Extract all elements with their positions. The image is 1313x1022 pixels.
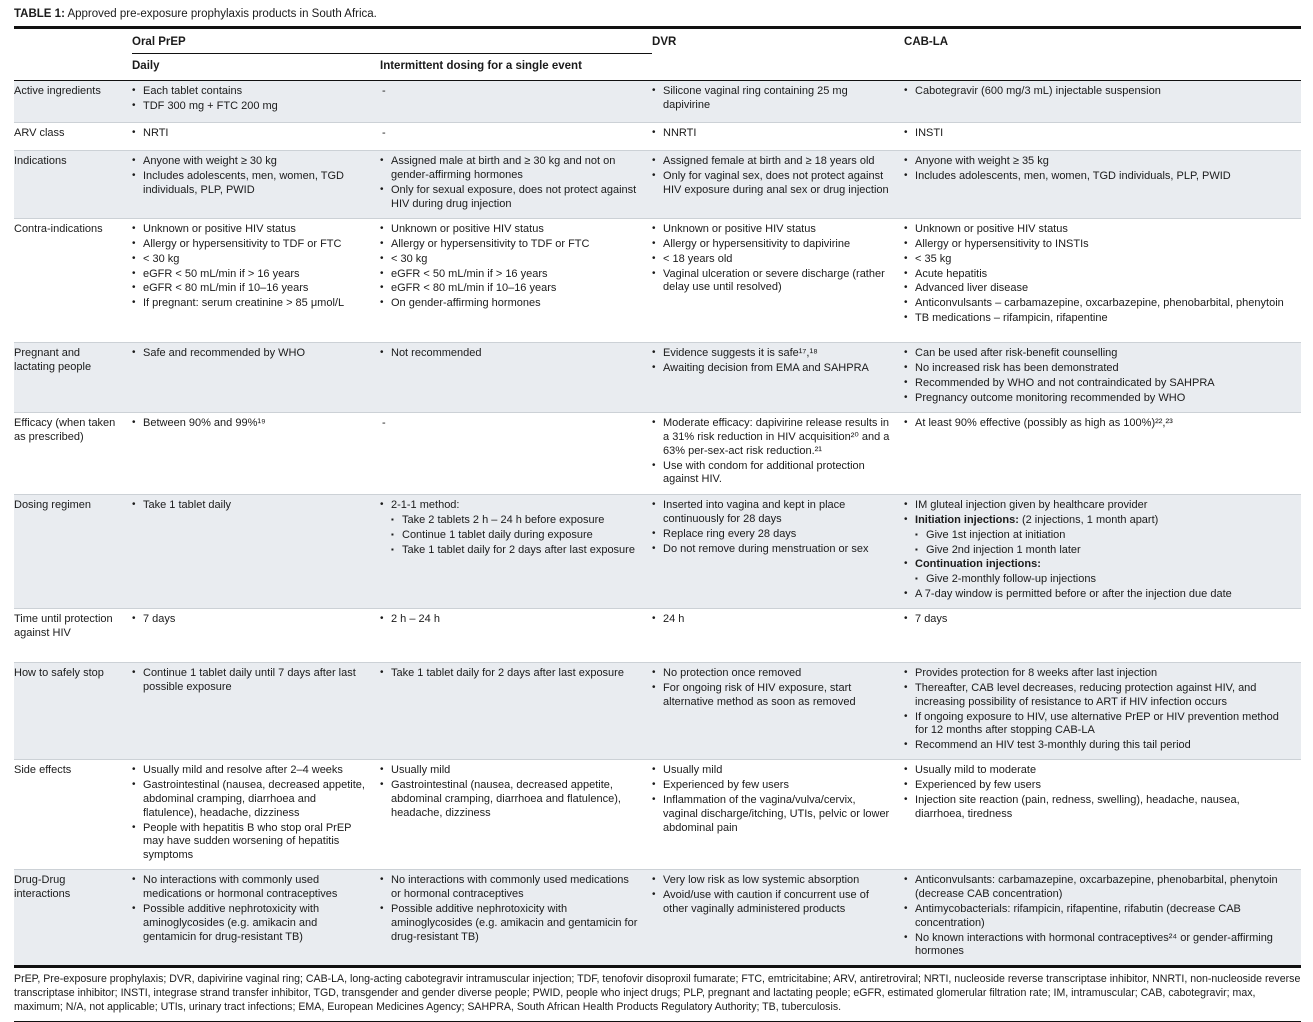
table-cell	[652, 412, 904, 494]
table-caption	[14, 6, 1301, 26]
table-cell	[652, 608, 904, 662]
column-header-dvr: DVR	[652, 28, 904, 81]
bullet-item: • eGFR < 80 mL/min if 10–16 years	[132, 282, 368, 296]
header-spacer	[14, 28, 132, 54]
bullet-item: • Assigned female at birth and ≥ 18 years old	[652, 155, 892, 169]
bullet-item: • Advanced liver disease	[904, 282, 1289, 296]
row-label: How to safely stop	[14, 662, 132, 759]
bullet-item: • If ongoing exposure to HIV, use alternative PrEP or HIV prevention method for 12 months after stopping CAB-LA	[904, 711, 1289, 739]
bullet-item: • Usually mild to moderate	[904, 764, 1289, 778]
table-cell	[132, 412, 380, 494]
bullet-item: • Allergy or hypersensitivity to TDF or FTC	[132, 238, 368, 252]
bullet-item: • Use with condom for additional protection against HIV.	[652, 460, 892, 488]
bullet-item: • Only for sexual exposure, does not protect against HIV during drug injection	[380, 184, 640, 212]
table-body	[14, 80, 1301, 966]
cell-text: -	[382, 416, 386, 429]
table-row	[14, 662, 1301, 759]
table-cell	[132, 760, 380, 870]
table-cell	[652, 122, 904, 150]
bullet-item: • Evidence suggests it is safe¹⁷,¹⁸	[652, 347, 892, 361]
bullet-item: • TDF 300 mg + FTC 200 mg	[132, 100, 368, 114]
table-cell	[652, 80, 904, 122]
table-caption-label: TABLE 1:	[14, 8, 65, 20]
bullet-item: • Anyone with weight ≥ 35 kg	[904, 155, 1289, 169]
bullet-item: • Acute hepatitis	[904, 268, 1289, 282]
bullet-item: • Possible additive nephrotoxicity with aminoglycosides (e.g. amikacin and gentamicin for drug-resistant TB)	[132, 903, 368, 945]
bullet-item: • Anticonvulsants – carbamazepine, oxcarbazepine, phenobarbital, phenytoin	[904, 297, 1289, 311]
column-header-cab-la: CAB-LA	[904, 28, 1301, 81]
table-cell	[652, 662, 904, 759]
table-caption-text: Approved pre-exposure prophylaxis products in South Africa.	[64, 8, 377, 20]
bullet-item: • Continue 1 tablet daily until 7 days after last possible exposure	[132, 667, 368, 695]
bullet-item: • Not recommended	[380, 347, 640, 361]
bullet-item: • TB medications – rifampicin, rifapentine	[904, 312, 1289, 326]
bullet-item: • A 7-day window is permitted before or after the injection due date	[904, 588, 1289, 602]
bullet-item: • 7 days	[132, 613, 368, 627]
bullet-item: • Avoid/use with caution if concurrent use of other vaginally administered products	[652, 889, 892, 917]
table-cell	[652, 150, 904, 218]
bullet-item: • No interactions with commonly used medications or hormonal contraceptives	[380, 874, 640, 902]
table-cell	[904, 122, 1301, 150]
bullet-item: • Only for vaginal sex, does not protect against HIV exposure during anal sex or drug injection	[652, 170, 892, 198]
table-cell	[132, 342, 380, 412]
bullet-item: ▪ Give 1st injection at initiation	[915, 529, 1289, 543]
bullet-item: • Continuation injections:	[904, 558, 1289, 572]
bullet-item: • Recommended by WHO and not contraindicated by SAHPRA	[904, 377, 1289, 391]
table-row	[14, 80, 1301, 122]
table-cell	[132, 870, 380, 967]
bullet-item: • NRTI	[132, 127, 368, 141]
bullet-item: • Silicone vaginal ring containing 25 mg dapivirine	[652, 85, 892, 113]
bullet-item: • Awaiting decision from EMA and SAHPRA	[652, 362, 892, 376]
bullet-item: • Includes adolescents, men, women, TGD individuals, PLP, PWID	[132, 170, 368, 198]
bullet-item: • Do not remove during menstruation or sex	[652, 543, 892, 557]
bullet-item: • INSTI	[904, 127, 1289, 141]
table-row	[14, 870, 1301, 967]
table-header	[14, 28, 1301, 81]
header-spacer	[14, 54, 132, 80]
table-cell	[132, 80, 380, 122]
bullet-item: • 2-1-1 method:	[380, 499, 640, 513]
bullet-item: • Includes adolescents, men, women, TGD individuals, PLP, PWID	[904, 170, 1289, 184]
bullet-item: • Injection site reaction (pain, redness, swelling), headache, nausea, diarrhoea, tiredness	[904, 794, 1289, 822]
bullet-item: ▪ Give 2-monthly follow-up injections	[915, 573, 1289, 587]
table-row	[14, 218, 1301, 342]
bullet-item: • < 30 kg	[380, 253, 640, 267]
row-label: Pregnant and lactating people	[14, 342, 132, 412]
bullet-item: • No known interactions with hormonal contraceptives²⁴ or gender-affirming hormones	[904, 932, 1289, 960]
table-cell	[380, 608, 652, 662]
bullet-item: • Cabotegravir (600 mg/3 mL) injectable suspension	[904, 85, 1289, 99]
bullet-item: • Unknown or positive HIV status	[652, 223, 892, 237]
bullet-item: • Possible additive nephrotoxicity with aminoglycosides (e.g. amikacin and gentamicin for drug-resistant TB)	[380, 903, 640, 945]
table-cell	[904, 760, 1301, 870]
bullet-item: • Take 1 tablet daily for 2 days after last exposure	[380, 667, 640, 681]
bullet-item: ▪ Give 2nd injection 1 month later	[915, 544, 1289, 558]
bullet-item: • < 30 kg	[132, 253, 368, 267]
table-cell	[380, 342, 652, 412]
column-header-intermittent: Intermittent dosing for a single event	[380, 54, 652, 80]
bullet-item: • Provides protection for 8 weeks after last injection	[904, 667, 1289, 681]
table-cell	[132, 494, 380, 608]
bullet-item: • Very low risk as low systemic absorption	[652, 874, 892, 888]
table-cell	[132, 608, 380, 662]
bullet-item: • eGFR < 80 mL/min if 10–16 years	[380, 282, 640, 296]
bullet-item: • Usually mild	[652, 764, 892, 778]
table-cell	[904, 218, 1301, 342]
row-label: Indications	[14, 150, 132, 218]
bullet-item: ▪ Take 1 tablet daily for 2 days after last exposure	[391, 544, 640, 558]
bullet-item: • Between 90% and 99%¹⁹	[132, 417, 368, 431]
table-cell	[652, 218, 904, 342]
table-row	[14, 608, 1301, 662]
table-cell	[904, 662, 1301, 759]
bullet-item: • Allergy or hypersensitivity to INSTIs	[904, 238, 1289, 252]
bullet-item: • Assigned male at birth and ≥ 30 kg and not on gender-affirming hormones	[380, 155, 640, 183]
bullet-item: • Inserted into vagina and kept in place continuously for 28 days	[652, 499, 892, 527]
bullet-item: ▪ Take 2 tablets 2 h – 24 h before exposure	[391, 514, 640, 528]
bullet-item: • eGFR < 50 mL/min if > 16 years	[380, 268, 640, 282]
bullet-item: • Initiation injections: (2 injections, 1 month apart)	[904, 514, 1289, 528]
bullet-item: • No protection once removed	[652, 667, 892, 681]
row-label: Active ingredients	[14, 80, 132, 122]
bullet-item: • Unknown or positive HIV status	[132, 223, 368, 237]
table-cell	[380, 760, 652, 870]
bullet-item: • Vaginal ulceration or severe discharge (rather delay use until resolved)	[652, 268, 892, 296]
bullet-item: • Allergy or hypersensitivity to dapivirine	[652, 238, 892, 252]
table-cell	[904, 870, 1301, 967]
table-footnote: PrEP, Pre-exposure prophylaxis; DVR, dapivirine vaginal ring; CAB-LA, long-acting cabotegravir intramuscular injection; TDF, tenofovir disoproxil fumarate; FTC, emtricitabine; ARV, antiretroviral; NRTI, nucleoside reverse transcriptase inhibitor, NNRTI, non-nucleoside reverse transcriptase inhibitor; INSTI, integrase strand transfer inhibitor, TGD, transgender and gender diverse people; PWID, people who inject drugs; PLP, pregnant and lactating people; eGFR, estimated glomerular filtration rate; IM, intramuscular; CAB, cabotegravir; max, maximum; N/A, not applicable; UTIs, urinary tract infections; EMA, European Medicines Agency; SAHPRA, South African Health Products Regulatory Authority; TB, tuberculosis.	[14, 968, 1301, 1021]
table-cell	[380, 412, 652, 494]
bullet-item: • Unknown or positive HIV status	[380, 223, 640, 237]
bullet-item: • No interactions with commonly used medications or hormonal contraceptives	[132, 874, 368, 902]
bullet-item: • < 35 kg	[904, 253, 1289, 267]
table-cell	[380, 150, 652, 218]
row-label: Drug-Drug interactions	[14, 870, 132, 967]
table-cell	[652, 760, 904, 870]
table-cell	[380, 870, 652, 967]
table-cell	[132, 122, 380, 150]
column-group-oral-prep: Oral PrEP	[132, 28, 652, 54]
bullet-item: • Each tablet contains	[132, 85, 368, 99]
bullet-item: • Can be used after risk-benefit counselling	[904, 347, 1289, 361]
bullet-item: • If pregnant: serum creatinine > 85 μmol/L	[132, 297, 368, 311]
table-cell	[380, 494, 652, 608]
bullet-item: • Recommend an HIV test 3-monthly during this tail period	[904, 739, 1289, 753]
bullet-item: • People with hepatitis B who stop oral PrEP may have sudden worsening of hepatitis symptoms	[132, 822, 368, 864]
bullet-item: • Anyone with weight ≥ 30 kg	[132, 155, 368, 169]
bullet-item: • Take 1 tablet daily	[132, 499, 368, 513]
bullet-item: • Usually mild and resolve after 2–4 weeks	[132, 764, 368, 778]
bullet-item: • 24 h	[652, 613, 892, 627]
row-label: ARV class	[14, 122, 132, 150]
table-row	[14, 412, 1301, 494]
table-cell	[132, 662, 380, 759]
row-label: Contra-indications	[14, 218, 132, 342]
bullet-item: • Safe and recommended by WHO	[132, 347, 368, 361]
cell-text: -	[382, 126, 386, 139]
table-row	[14, 760, 1301, 870]
bullet-item: • Gastrointestinal (nausea, decreased appetite, abdominal cramping, diarrhoea and flatulence), headache, dizziness	[380, 779, 640, 821]
bullet-item: • On gender-affirming hormones	[380, 297, 640, 311]
table-cell	[652, 342, 904, 412]
table-cell	[904, 412, 1301, 494]
bullet-item: • Thereafter, CAB level decreases, reducing protection against HIV, and increasing possibility of resistance to ART if HIV infection occurs	[904, 682, 1289, 710]
table-cell	[904, 494, 1301, 608]
table-row	[14, 342, 1301, 412]
prep-products-table	[14, 26, 1301, 968]
bullet-item: • Experienced by few users	[904, 779, 1289, 793]
bullet-item: • Unknown or positive HIV status	[904, 223, 1289, 237]
bullet-item: • eGFR < 50 mL/min if > 16 years	[132, 268, 368, 282]
bullet-item: • No increased risk has been demonstrated	[904, 362, 1289, 376]
table-cell	[904, 608, 1301, 662]
table-cell	[380, 662, 652, 759]
table-cell	[132, 218, 380, 342]
row-label: Side effects	[14, 760, 132, 870]
bullet-item: • Gastrointestinal (nausea, decreased appetite, abdominal cramping, diarrhoea and flatulence), headache, dizziness	[132, 779, 368, 821]
table-row	[14, 150, 1301, 218]
bullet-item: • For ongoing risk of HIV exposure, start alternative method as soon as removed	[652, 682, 892, 710]
bullet-item: • At least 90% effective (possibly as high as 100%)²²,²³	[904, 417, 1289, 431]
column-header-daily: Daily	[132, 54, 380, 80]
table-cell	[380, 80, 652, 122]
row-label: Efficacy (when taken as prescribed)	[14, 412, 132, 494]
bullet-item: • IM gluteal injection given by healthcare provider	[904, 499, 1289, 513]
bullet-item: • Experienced by few users	[652, 779, 892, 793]
bullet-item: • 2 h – 24 h	[380, 613, 640, 627]
table-cell	[904, 80, 1301, 122]
table-cell	[380, 122, 652, 150]
bullet-item: • Anticonvulsants: carbamazepine, oxcarbazepine, phenobarbital, phenytoin (decrease CAB concentration)	[904, 874, 1289, 902]
cell-text: -	[382, 84, 386, 97]
table-cell	[132, 150, 380, 218]
bullet-item: • Moderate efficacy: dapivirine release results in a 31% risk reduction in HIV acquisition²⁰ and a 63% per-sex-act risk reduction.²¹	[652, 417, 892, 459]
bullet-item: • Replace ring every 28 days	[652, 528, 892, 542]
table-cell	[652, 870, 904, 967]
table-row	[14, 494, 1301, 608]
table-cell	[904, 342, 1301, 412]
row-label: Dosing regimen	[14, 494, 132, 608]
table-row	[14, 122, 1301, 150]
bullet-item: • NNRTI	[652, 127, 892, 141]
bullet-item: • < 18 years old	[652, 253, 892, 267]
bullet-item: • Usually mild	[380, 764, 640, 778]
table-cell	[652, 494, 904, 608]
bullet-item: • Pregnancy outcome monitoring recommended by WHO	[904, 392, 1289, 406]
bullet-item: • Allergy or hypersensitivity to TDF or FTC	[380, 238, 640, 252]
bullet-item: • Inflammation of the vagina/vulva/cervix, vaginal discharge/itching, UTIs, pelvic or lower abdominal pain	[652, 794, 892, 836]
bullet-item: • Antimycobacterials: rifampicin, rifapentine, rifabutin (decrease CAB concentration)	[904, 903, 1289, 931]
bullet-item: • 7 days	[904, 613, 1289, 627]
row-label: Time until protection against HIV	[14, 608, 132, 662]
table-cell	[904, 150, 1301, 218]
bullet-item: ▪ Continue 1 tablet daily during exposure	[391, 529, 640, 543]
table-cell	[380, 218, 652, 342]
